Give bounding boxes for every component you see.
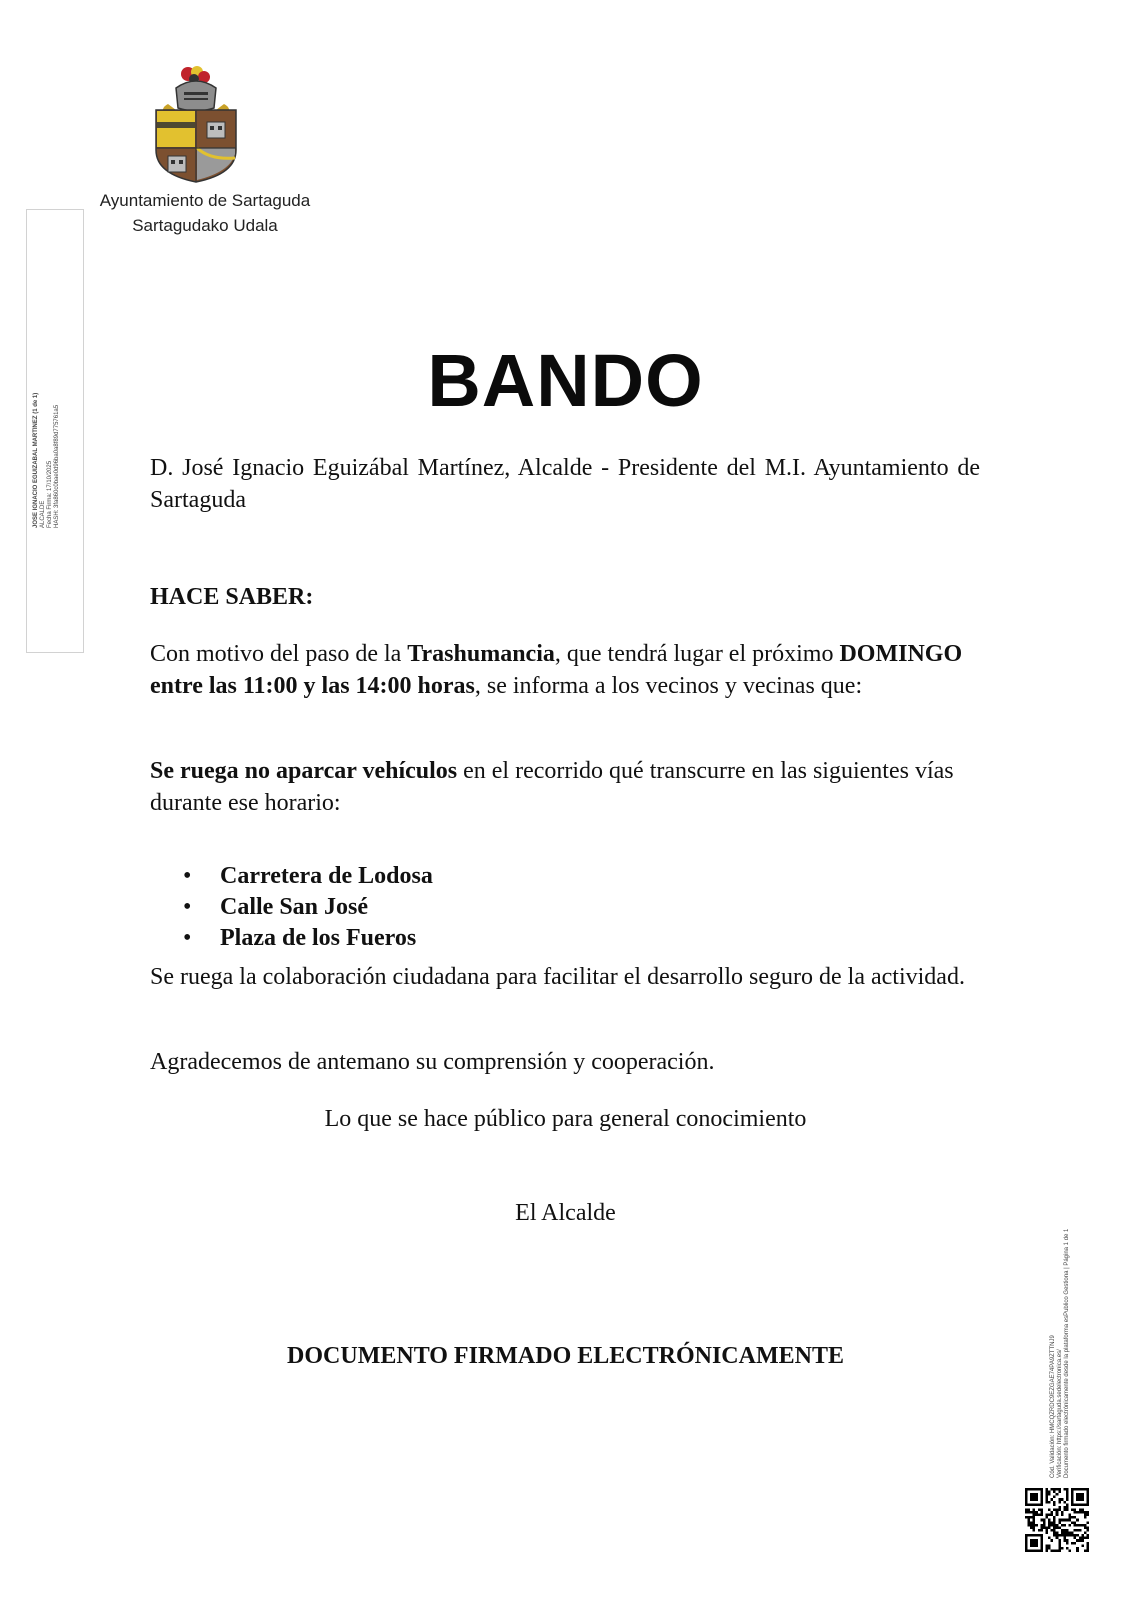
- closing-line: Lo que se hace público para general conocimiento: [324, 1106, 807, 1132]
- coat-of-arms-logo: [150, 64, 242, 184]
- electronic-signature-note: DOCUMENTO FIRMADO ELECTRÓNICAMENTE: [287, 1343, 844, 1369]
- paragraph-parking: [150, 755, 980, 819]
- event-name: Trashumancia: [407, 641, 555, 667]
- validation-code: Cód. Validación: HMCQZRDC9EZGAE74PA9ZTTNJ9: [1050, 1335, 1056, 1478]
- list-item: • Plaza de los Fueros: [150, 923, 433, 954]
- platform-note: Documento firmado electrónicamente desde la plataforma esPublico Gestiona | Página 1 de 1: [1064, 1228, 1070, 1478]
- street-list: [150, 861, 433, 954]
- signature-stamp-box: [26, 209, 84, 653]
- hace-saber-heading: HACE SABER:: [150, 584, 314, 610]
- signature-date: Fecha Firma: 17/10/2025: [47, 460, 53, 528]
- text-run: Con motivo del paso de la: [150, 641, 408, 667]
- signer-name: JOSE IGNACIO EGUIZABAL MARTINEZ (1 de 1): [33, 392, 39, 528]
- list-item: • Carretera de Lodosa: [150, 861, 433, 892]
- qr-code: [1025, 1488, 1089, 1552]
- text-run: , que tendrá lugar el próximo: [554, 641, 840, 667]
- event-schedule: DOMINGO entre las 11:00 y las 14:00 horas: [150, 641, 963, 699]
- list-item: • Calle San José: [150, 892, 433, 923]
- intro-paragraph: D. José Ignacio Eguizábal Martínez, Alcalde - Presidente del M.I. Ayuntamiento de Sartaguda: [150, 455, 980, 513]
- parking-request: Se ruega no aparcar vehículos: [150, 758, 458, 784]
- signer-role: ALCALDE: [40, 500, 46, 528]
- organization-name-basque: Sartagudako Udala: [132, 216, 278, 235]
- document-title: BANDO: [427, 339, 704, 422]
- paragraph-announcement: [150, 638, 980, 702]
- signature-hash: HASH: 3fa860c0bae0d96ba0a8f89d775761a5: [54, 404, 60, 528]
- organization-name: Ayuntamiento de Sartaguda: [99, 191, 311, 210]
- text-run: , se informa a los vecinos y vecinas que:: [474, 673, 863, 699]
- verification-url: Verificación: https://sartaguda.sedelectronica.es/: [1057, 1349, 1063, 1478]
- text-run: en el recorrido qué transcurre en las siguientes vías durante ese horario:: [150, 758, 954, 816]
- signer-title: El Alcalde: [515, 1200, 616, 1226]
- verification-text: [1050, 1229, 1071, 1478]
- paragraph-collaboration: Se ruega la colaboración ciudadana para facilitar el desarrollo seguro de la actividad.: [150, 964, 965, 990]
- paragraph-thanks: Agradecemos de antemano su comprensión y cooperación.: [150, 1049, 715, 1075]
